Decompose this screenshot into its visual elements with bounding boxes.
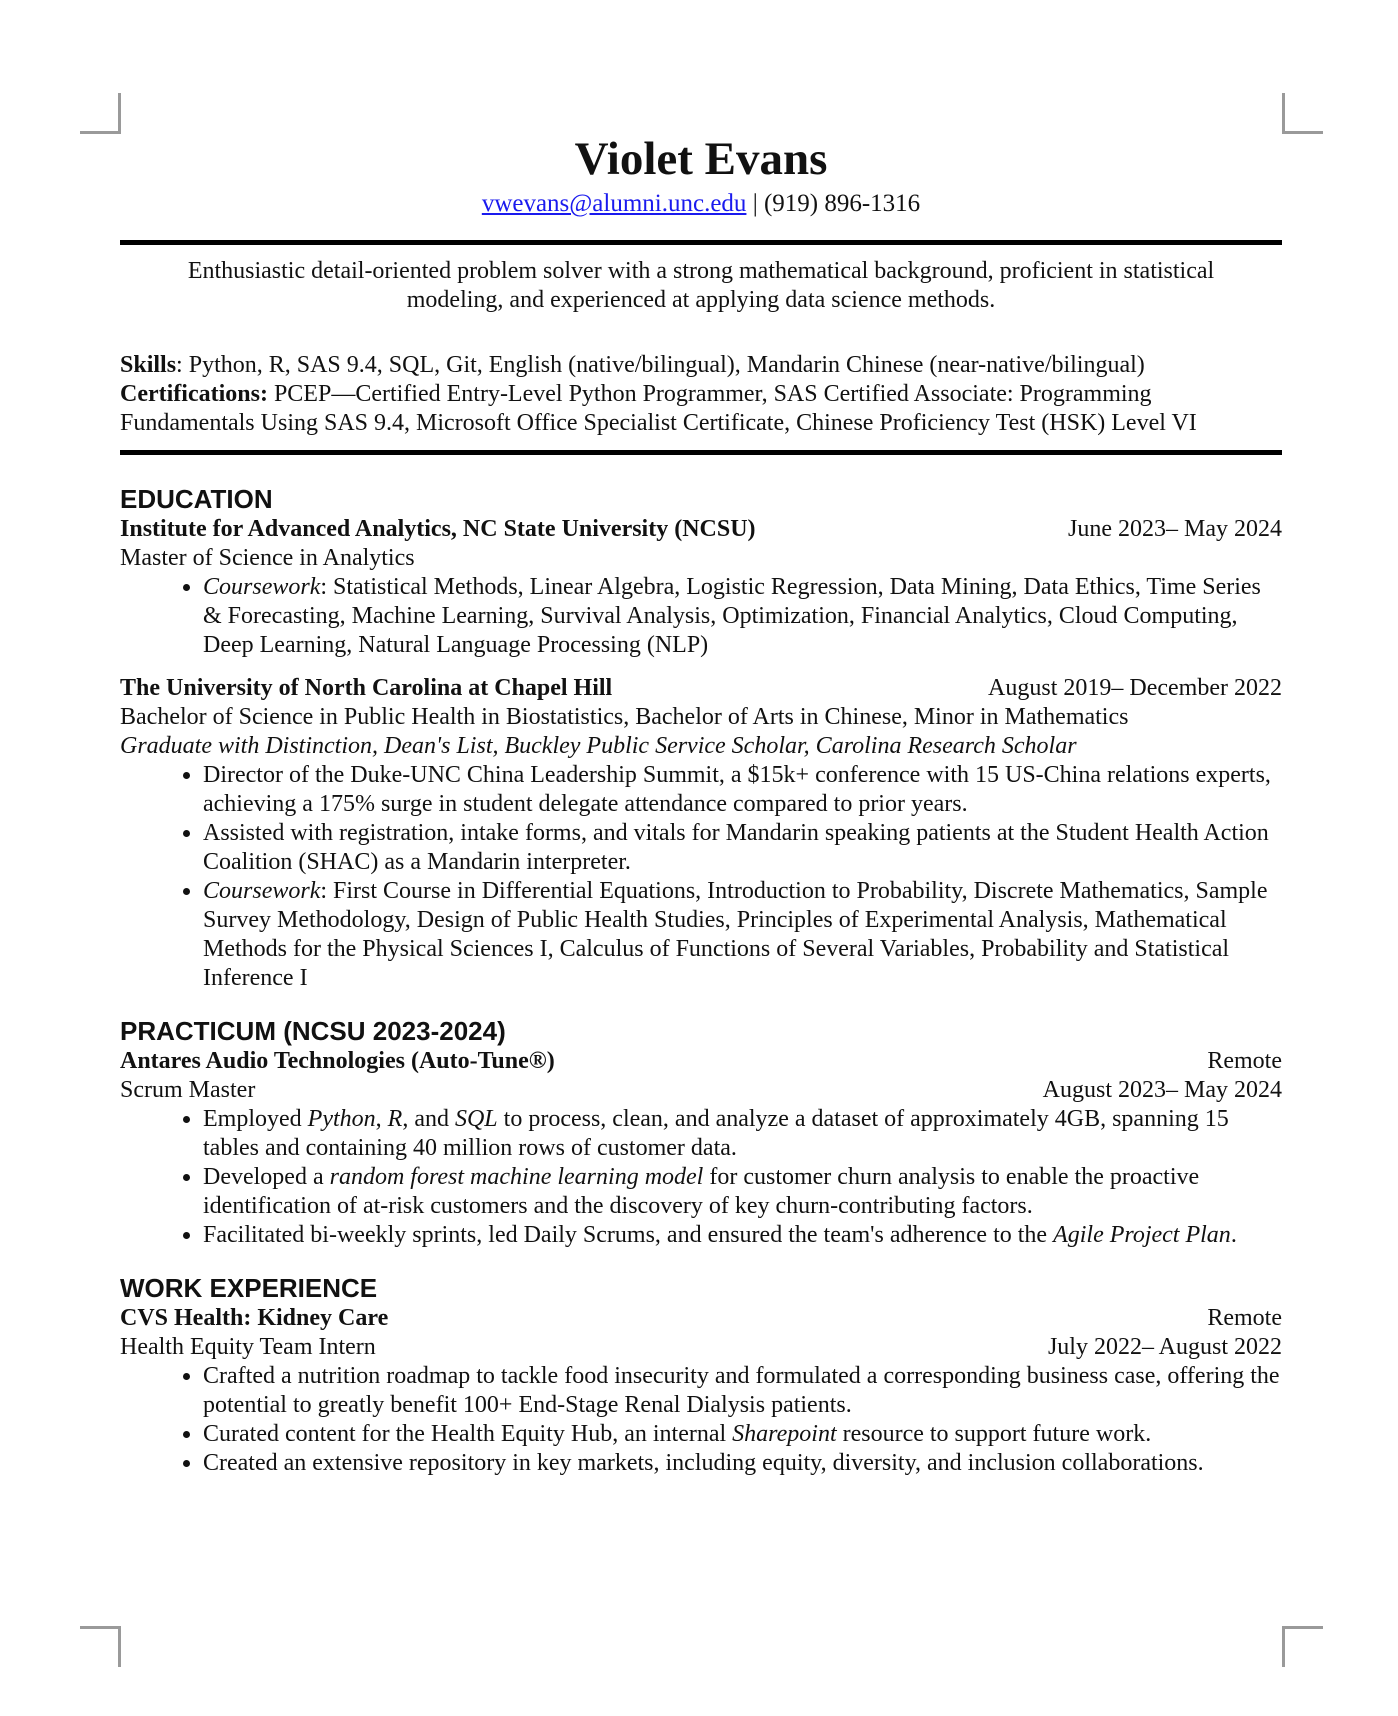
bullet-list [120, 1362, 1282, 1478]
email-link[interactable]: vwevans@alumni.unc.edu [481, 190, 747, 217]
text: to process, clean, and analyze a dataset of approximately 4GB, spanning 15 tables and containing 40 million rows of customer data. [203, 1106, 1229, 1161]
location: Remote [1207, 1048, 1282, 1074]
school-name: Institute for Advanced Analytics, NC State University (NCSU) [120, 516, 756, 542]
certifications-label: Certifications: [120, 381, 268, 407]
divider [120, 450, 1282, 455]
text: , and [402, 1106, 455, 1132]
skills-block [120, 351, 1282, 438]
coursework-text: : Statistical Methods, Linear Algebra, Logistic Regression, Data Mining, Data Ethics, Time Series & Forecasting, Machine Learning, Survival Analysis, Optimization, Financial Analytics, Cloud Computing, Deep Learning, Natural Language Processing (NLP) [203, 574, 1261, 658]
text: Facilitated bi-weekly sprints, led Daily Scrums, and ensured the team's adherence to the [203, 1222, 1054, 1248]
date-range: August 2023– May 2024 [1042, 1077, 1282, 1103]
text: SQL [454, 1106, 498, 1132]
date-range: August 2019– December 2022 [988, 675, 1282, 701]
list-item: • Crafted a nutrition roadmap to tackle food insecurity and formulated a corresponding business case, offering the potential to greatly benefit 100+ End-Stage Renal Dialysis patients. [203, 1362, 1282, 1420]
practicum-entry [120, 1047, 1282, 1076]
honors: Graduate with Distinction, Dean's List, Buckley Public Service Scholar, Carolina Research Scholar [120, 733, 1077, 759]
text: random forest machine learning model [329, 1164, 704, 1190]
list-item [203, 1420, 1282, 1449]
role-line [120, 1076, 1282, 1105]
degree: Master of Science in Analytics [120, 545, 415, 571]
phone-number: (919) 896-1316 [763, 190, 921, 217]
text: Employed [203, 1106, 308, 1132]
skills-line [120, 351, 1282, 380]
certifications-line [120, 380, 1282, 438]
list-item [203, 1105, 1282, 1163]
skills-label: Skills [120, 352, 177, 378]
education-entry-ncsu [120, 515, 1282, 544]
list-item [203, 877, 1282, 993]
bullet-list [120, 761, 1282, 993]
role-title: Scrum Master [120, 1077, 256, 1103]
text: Curated content for the Health Equity Hub, an internal [203, 1421, 733, 1447]
text: R [387, 1106, 403, 1132]
bullet-list [120, 573, 1282, 660]
education-entry-unc [120, 674, 1282, 703]
section-title-work-experience: WORK EXPERIENCE [120, 1273, 378, 1303]
company-name: Antares Audio Technologies (Auto-Tune®) [120, 1048, 555, 1074]
certifications-text: PCEP—Certified Entry-Level Python Programmer, SAS Certified Associate: Programming Fundamentals Using SAS 9.4, Microsoft Office Specialist Certificate, Chinese Proficiency Test (HSK) Level VI [120, 381, 1197, 436]
text: . [1230, 1222, 1237, 1248]
list-item: • Created an extensive repository in key markets, including equity, diversity, and inclusion collaborations. [203, 1449, 1282, 1478]
list-item: • Director of the Duke-UNC China Leadership Summit, a $15k+ conference with 15 US-China relations experts, achieving a 175% surge in student delegate attendance compared to prior years. [203, 761, 1282, 819]
text: , [375, 1106, 388, 1132]
role-title: Health Equity Team Intern [120, 1334, 376, 1360]
contact-separator: | [746, 190, 764, 217]
crop-mark-bottom-left [80, 1626, 121, 1667]
resume-page [120, 130, 1282, 1478]
crop-mark-bottom-right [1282, 1626, 1323, 1667]
list-item [203, 1163, 1282, 1221]
location: Remote [1207, 1305, 1282, 1331]
text: resource to support future work. [836, 1421, 1152, 1447]
work-entry [120, 1304, 1282, 1333]
list-item [203, 573, 1282, 660]
bullet-list [120, 1105, 1282, 1250]
list-item: • Assisted with registration, intake forms, and vitals for Mandarin speaking patients at the Student Health Action Coalition (SHAC) as a Mandarin interpreter. [203, 819, 1282, 877]
text: for customer churn analysis to enable the proactive identification of at-risk customers and the discovery of key churn-contributing factors. [203, 1164, 1200, 1219]
section-title-practicum: PRACTICUM (NCSU 2023-2024) [120, 1016, 506, 1046]
section-title-education: EDUCATION [120, 484, 273, 514]
skills-text: : Python, R, SAS 9.4, SQL, Git, English (native/bilingual), Mandarin Chinese (near-native/bilingual) [176, 352, 1145, 378]
text: Sharepoint [732, 1421, 837, 1447]
role-line [120, 1333, 1282, 1362]
list-item [203, 1221, 1282, 1250]
school-name: The University of North Carolina at Chapel Hill [120, 675, 613, 701]
text: Python [307, 1106, 376, 1132]
coursework-text: : First Course in Differential Equations, Introduction to Probability, Discrete Mathematics, Sample Survey Methodology, Design of Public Health Studies, Principles of Experimental Analysis, Mathematical Methods for the Physical Sciences I, Calculus of Functions of Several Variables, Probability and Statistical Inference I [203, 878, 1268, 991]
company-name: CVS Health: Kidney Care [120, 1305, 389, 1331]
crop-mark-top-right [1282, 93, 1323, 134]
date-range: June 2023– May 2024 [1068, 516, 1282, 542]
text: Developed a [203, 1164, 330, 1190]
candidate-name: Violet Evans [574, 133, 828, 185]
date-range: July 2022– August 2022 [1047, 1334, 1282, 1360]
contact-line [120, 188, 1282, 220]
summary: Enthusiastic detail-oriented problem solver with a strong mathematical background, proficient in statistical modeling, and experienced at applying data science methods. [187, 258, 1215, 313]
degree: Bachelor of Science in Public Health in Biostatistics, Bachelor of Arts in Chinese, Minor in Mathematics [120, 704, 1129, 730]
coursework-label: Coursework [203, 878, 321, 904]
coursework-label: Coursework [203, 574, 321, 600]
crop-mark-top-left [80, 93, 121, 134]
text: Agile Project Plan [1053, 1222, 1231, 1248]
